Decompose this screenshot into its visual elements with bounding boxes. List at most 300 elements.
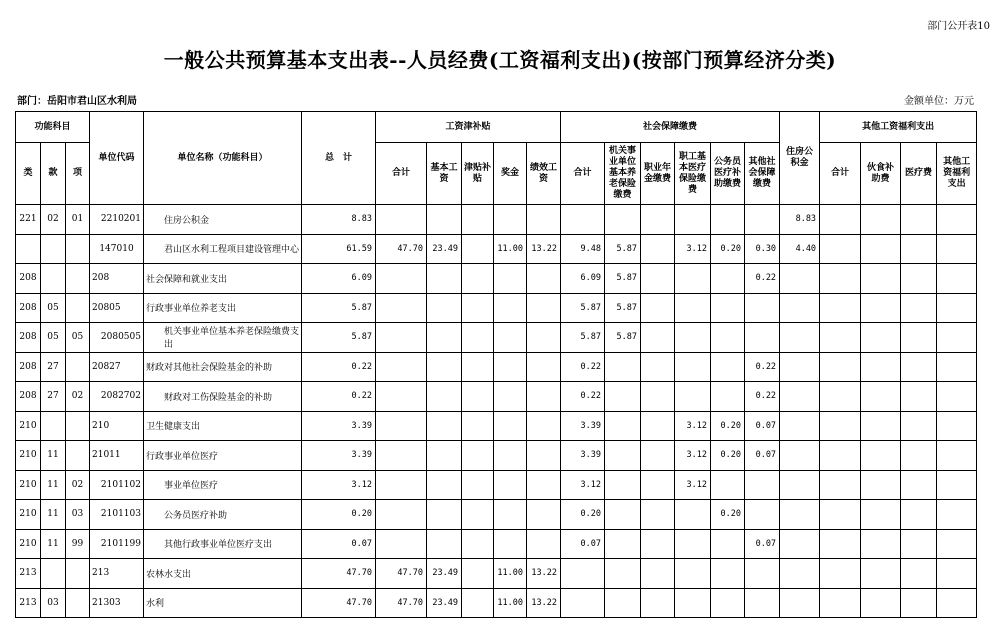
cell-empty (820, 205, 861, 235)
cell-lei: 208 (16, 352, 41, 382)
cell-pension (605, 205, 641, 235)
cell-total: 6.09 (302, 264, 376, 294)
cell-empty (937, 352, 977, 382)
cell-empty (937, 500, 977, 530)
cell-empty (861, 264, 901, 294)
cell-empty (901, 293, 937, 323)
cell-pension (605, 559, 641, 589)
cell-perf (527, 293, 561, 323)
cell-kuan: 27 (41, 352, 66, 382)
cell-allow (462, 205, 494, 235)
cell-bonus (494, 205, 527, 235)
cell-xiang (66, 352, 90, 382)
cell-kuan: 05 (41, 323, 66, 353)
cell-heji (376, 382, 427, 412)
header-civil-medical: 公务员医疗补助缴费 (711, 143, 745, 205)
cell-total: 0.22 (302, 382, 376, 412)
cell-code: 210 (90, 411, 144, 441)
cell-name: 事业单位医疗 (144, 470, 302, 500)
cell-xiang (66, 411, 90, 441)
table-row (16, 529, 977, 559)
cell-allow (462, 382, 494, 412)
cell-perf (527, 323, 561, 353)
cell-empty (861, 352, 901, 382)
cell-code: 21303 (90, 588, 144, 618)
cell-housing (780, 323, 820, 353)
cell-s-heji: 5.87 (561, 293, 605, 323)
cell-kuan: 11 (41, 441, 66, 471)
cell-s-heji: 3.39 (561, 441, 605, 471)
cell-s-heji (561, 588, 605, 618)
cell-perf (527, 382, 561, 412)
cell-empty (820, 264, 861, 294)
cell-code: 147010 (90, 234, 144, 264)
cell-name: 财政对其他社会保险基金的补助 (144, 352, 302, 382)
cell-name: 财政对工伤保险基金的补助 (144, 382, 302, 412)
cell-name: 行政事业单位医疗 (144, 441, 302, 471)
cell-civil: 0.20 (711, 441, 745, 471)
cell-bonus (494, 293, 527, 323)
cell-pension (605, 411, 641, 441)
page-title: 一般公共预算基本支出表--人员经费(工资福利支出)(按部门预算经济分类) (163, 48, 837, 72)
cell-other-s: 0.22 (745, 352, 780, 382)
cell-allow (462, 588, 494, 618)
cell-s-heji: 9.48 (561, 234, 605, 264)
table-row (16, 382, 977, 412)
cell-empty (861, 559, 901, 589)
cell-civil (711, 293, 745, 323)
cell-total: 3.39 (302, 411, 376, 441)
header-meal-allowance: 伙食补助费 (861, 143, 901, 205)
cell-empty (820, 500, 861, 530)
cell-code: 213 (90, 559, 144, 589)
cell-xiang: 99 (66, 529, 90, 559)
cell-empty (861, 441, 901, 471)
cell-civil: 0.20 (711, 411, 745, 441)
cell-empty (937, 205, 977, 235)
cell-annuity (641, 205, 675, 235)
cell-empty (901, 441, 937, 471)
cell-annuity (641, 588, 675, 618)
cell-heji (376, 264, 427, 294)
cell-bonus (494, 500, 527, 530)
cell-civil (711, 529, 745, 559)
cell-annuity (641, 352, 675, 382)
header-bonus: 奖金 (494, 143, 527, 205)
header-unit-name: 单位名称（功能科目） (144, 112, 302, 205)
cell-kuan (41, 559, 66, 589)
cell-annuity (641, 441, 675, 471)
header-lei: 类 (16, 143, 41, 205)
cell-lei: 208 (16, 382, 41, 412)
cell-empty (901, 411, 937, 441)
cell-heji (376, 470, 427, 500)
cell-allow (462, 500, 494, 530)
budget-table (15, 111, 977, 618)
table-row (16, 323, 977, 353)
cell-kuan: 02 (41, 205, 66, 235)
cell-pension (605, 500, 641, 530)
cell-s-heji: 5.87 (561, 323, 605, 353)
cell-empty (820, 559, 861, 589)
cell-annuity (641, 559, 675, 589)
cell-code: 208 (90, 264, 144, 294)
cell-bonus (494, 323, 527, 353)
department-label: 部门：岳阳市君山区水利局 (17, 96, 137, 107)
cell-basic: 23.49 (427, 588, 462, 618)
table-row (16, 205, 977, 235)
cell-allow (462, 234, 494, 264)
cell-empty (901, 205, 937, 235)
cell-empty (901, 352, 937, 382)
table-row (16, 500, 977, 530)
cell-empty (820, 323, 861, 353)
cell-bonus (494, 382, 527, 412)
cell-civil (711, 382, 745, 412)
cell-pension (605, 529, 641, 559)
cell-bonus: 11.00 (494, 234, 527, 264)
cell-pension: 5.87 (605, 323, 641, 353)
cell-perf (527, 352, 561, 382)
cell-empty (901, 470, 937, 500)
cell-empty (820, 352, 861, 382)
cell-empty (901, 234, 937, 264)
header-social-group: 社会保障缴费 (561, 112, 780, 143)
cell-lei (16, 234, 41, 264)
cell-code: 2101103 (90, 500, 144, 530)
cell-other-s: 0.22 (745, 382, 780, 412)
cell-basic (427, 323, 462, 353)
cell-heji: 47.70 (376, 588, 427, 618)
cell-allow (462, 264, 494, 294)
cell-pension (605, 352, 641, 382)
cell-other-s: 0.07 (745, 529, 780, 559)
cell-perf (527, 470, 561, 500)
cell-empty (901, 500, 937, 530)
cell-empty (937, 588, 977, 618)
cell-code: 2080505 (90, 323, 144, 353)
cell-empty (901, 264, 937, 294)
cell-empty (901, 323, 937, 353)
cell-name: 行政事业单位养老支出 (144, 293, 302, 323)
cell-code: 20805 (90, 293, 144, 323)
cell-total: 0.20 (302, 500, 376, 530)
header-medical-insurance: 职工基本医疗保险缴费 (675, 143, 711, 205)
cell-total: 47.70 (302, 559, 376, 589)
cell-name: 农林水支出 (144, 559, 302, 589)
cell-xiang (66, 559, 90, 589)
cell-other-s: 0.30 (745, 234, 780, 264)
cell-name: 机关事业单位基本养老保险缴费支出 (144, 323, 302, 353)
cell-name: 君山区水利工程项目建设管理中心 (144, 234, 302, 264)
cell-perf (527, 205, 561, 235)
cell-perf: 13.22 (527, 234, 561, 264)
cell-lei: 221 (16, 205, 41, 235)
cell-s-heji: 3.12 (561, 470, 605, 500)
cell-empty (861, 411, 901, 441)
cell-code: 2101102 (90, 470, 144, 500)
cell-xiang (66, 441, 90, 471)
cell-code: 2101199 (90, 529, 144, 559)
cell-lei: 208 (16, 293, 41, 323)
cell-perf: 13.22 (527, 559, 561, 589)
cell-empty (901, 382, 937, 412)
table-row (16, 293, 977, 323)
cell-perf (527, 411, 561, 441)
cell-empty (861, 500, 901, 530)
cell-s-heji: 0.22 (561, 352, 605, 382)
cell-allow (462, 470, 494, 500)
cell-lei: 210 (16, 529, 41, 559)
cell-pension: 5.87 (605, 234, 641, 264)
cell-total: 5.87 (302, 293, 376, 323)
cell-medical (675, 500, 711, 530)
header-housing-fund: 住房公积金 (780, 112, 820, 205)
cell-other-s (745, 205, 780, 235)
cell-basic (427, 382, 462, 412)
cell-basic (427, 529, 462, 559)
cell-s-heji (561, 205, 605, 235)
cell-bonus (494, 529, 527, 559)
header-performance-wage: 绩效工资 (527, 143, 561, 205)
cell-civil (711, 264, 745, 294)
cell-allow (462, 559, 494, 589)
cell-kuan: 03 (41, 588, 66, 618)
cell-total: 3.12 (302, 470, 376, 500)
cell-housing (780, 382, 820, 412)
cell-housing (780, 529, 820, 559)
cell-empty (861, 470, 901, 500)
cell-xiang (66, 588, 90, 618)
cell-perf (527, 264, 561, 294)
cell-code: 2210201 (90, 205, 144, 235)
cell-annuity (641, 470, 675, 500)
cell-empty (861, 588, 901, 618)
cell-lei: 208 (16, 264, 41, 294)
table-row (16, 470, 977, 500)
cell-xiang: 05 (66, 323, 90, 353)
table-row (16, 559, 977, 589)
cell-xiang: 02 (66, 470, 90, 500)
cell-pension (605, 441, 641, 471)
cell-lei: 210 (16, 470, 41, 500)
cell-total: 3.39 (302, 441, 376, 471)
cell-basic (427, 411, 462, 441)
cell-heji (376, 500, 427, 530)
cell-medical: 3.12 (675, 470, 711, 500)
cell-empty (861, 234, 901, 264)
cell-empty (937, 411, 977, 441)
cell-lei: 210 (16, 500, 41, 530)
cell-heji (376, 352, 427, 382)
cell-housing (780, 293, 820, 323)
header-basic-wage: 基本工资 (427, 143, 462, 205)
cell-heji (376, 323, 427, 353)
cell-xiang (66, 264, 90, 294)
cell-pension: 5.87 (605, 264, 641, 294)
cell-perf: 13.22 (527, 588, 561, 618)
cell-other-s (745, 293, 780, 323)
cell-xiang: 02 (66, 382, 90, 412)
cell-pension (605, 470, 641, 500)
currency-unit-label: 金额单位：万元 (904, 96, 974, 107)
cell-empty (820, 234, 861, 264)
cell-allow (462, 529, 494, 559)
cell-lei: 208 (16, 323, 41, 353)
cell-empty (820, 293, 861, 323)
cell-empty (820, 441, 861, 471)
cell-bonus: 11.00 (494, 559, 527, 589)
table-row (16, 352, 977, 382)
cell-allow (462, 441, 494, 471)
cell-basic: 23.49 (427, 234, 462, 264)
cell-lei: 213 (16, 588, 41, 618)
header-other-total: 合计 (820, 143, 861, 205)
cell-perf (527, 500, 561, 530)
cell-annuity (641, 411, 675, 441)
cell-other-s (745, 559, 780, 589)
cell-housing (780, 470, 820, 500)
cell-kuan: 27 (41, 382, 66, 412)
cell-perf (527, 529, 561, 559)
table-row (16, 441, 977, 471)
header-total: 总 计 (302, 112, 376, 205)
cell-medical (675, 323, 711, 353)
cell-empty (937, 293, 977, 323)
cell-empty (937, 382, 977, 412)
cell-other-s: 0.07 (745, 441, 780, 471)
cell-name: 社会保障和就业支出 (144, 264, 302, 294)
cell-annuity (641, 264, 675, 294)
cell-s-heji: 0.07 (561, 529, 605, 559)
cell-heji (376, 411, 427, 441)
cell-heji (376, 529, 427, 559)
cell-empty (861, 382, 901, 412)
cell-kuan: 11 (41, 529, 66, 559)
table-row (16, 588, 977, 618)
cell-other-s: 0.07 (745, 411, 780, 441)
cell-civil (711, 352, 745, 382)
cell-pension: 5.87 (605, 293, 641, 323)
cell-empty (937, 559, 977, 589)
cell-xiang: 01 (66, 205, 90, 235)
cell-empty (861, 529, 901, 559)
cell-total: 0.22 (302, 352, 376, 382)
cell-allow (462, 323, 494, 353)
cell-housing (780, 352, 820, 382)
cell-empty (820, 529, 861, 559)
cell-total: 5.87 (302, 323, 376, 353)
cell-housing: 4.40 (780, 234, 820, 264)
cell-medical (675, 559, 711, 589)
header-annuity: 职业年金缴费 (641, 143, 675, 205)
cell-empty (861, 293, 901, 323)
cell-empty (820, 588, 861, 618)
cell-bonus (494, 411, 527, 441)
cell-allow (462, 411, 494, 441)
cell-empty (861, 323, 901, 353)
cell-code: 20827 (90, 352, 144, 382)
cell-heji (376, 293, 427, 323)
cell-s-heji: 3.39 (561, 411, 605, 441)
cell-empty (861, 205, 901, 235)
cell-empty (937, 470, 977, 500)
cell-civil (711, 588, 745, 618)
cell-medical (675, 352, 711, 382)
cell-xiang: 03 (66, 500, 90, 530)
header-wage-total: 合计 (376, 143, 427, 205)
cell-perf (527, 441, 561, 471)
cell-empty (937, 441, 977, 471)
cell-housing (780, 264, 820, 294)
cell-other-s (745, 323, 780, 353)
cell-empty (901, 529, 937, 559)
cell-annuity (641, 234, 675, 264)
table-row (16, 234, 977, 264)
cell-total: 0.07 (302, 529, 376, 559)
cell-civil (711, 559, 745, 589)
cell-heji (376, 441, 427, 471)
cell-name: 水利 (144, 588, 302, 618)
cell-allow (462, 352, 494, 382)
cell-code: 2082702 (90, 382, 144, 412)
cell-empty (820, 411, 861, 441)
table-row (16, 411, 977, 441)
cell-medical: 3.12 (675, 441, 711, 471)
cell-s-heji: 0.22 (561, 382, 605, 412)
cell-empty (937, 323, 977, 353)
cell-medical (675, 529, 711, 559)
cell-other-s (745, 500, 780, 530)
header-kuan: 款 (41, 143, 66, 205)
cell-pension (605, 382, 641, 412)
cell-bonus (494, 441, 527, 471)
cell-allow (462, 293, 494, 323)
cell-kuan (41, 234, 66, 264)
cell-total: 47.70 (302, 588, 376, 618)
header-func-subject: 功能科目 (16, 112, 90, 143)
header-other-group: 其他工资福利支出 (820, 112, 977, 143)
cell-annuity (641, 293, 675, 323)
cell-other-s (745, 470, 780, 500)
header-medical-fee: 医疗费 (901, 143, 937, 205)
cell-bonus (494, 352, 527, 382)
cell-medical: 3.12 (675, 411, 711, 441)
cell-annuity (641, 500, 675, 530)
cell-name: 公务员医疗补助 (144, 500, 302, 530)
cell-name: 卫生健康支出 (144, 411, 302, 441)
cell-medical (675, 264, 711, 294)
cell-civil: 0.20 (711, 234, 745, 264)
header-allowance: 津贴补贴 (462, 143, 494, 205)
cell-xiang (66, 293, 90, 323)
cell-bonus (494, 470, 527, 500)
cell-code: 21011 (90, 441, 144, 471)
cell-housing: 8.83 (780, 205, 820, 235)
cell-civil (711, 470, 745, 500)
cell-total: 61.59 (302, 234, 376, 264)
cell-basic (427, 264, 462, 294)
header-unit-code: 单位代码 (90, 112, 144, 205)
header-other-welfare: 其他工资福利支出 (937, 143, 977, 205)
cell-empty (820, 382, 861, 412)
cell-empty (937, 264, 977, 294)
cell-basic (427, 470, 462, 500)
cell-civil (711, 323, 745, 353)
cell-medical (675, 382, 711, 412)
cell-annuity (641, 382, 675, 412)
cell-basic: 23.49 (427, 559, 462, 589)
